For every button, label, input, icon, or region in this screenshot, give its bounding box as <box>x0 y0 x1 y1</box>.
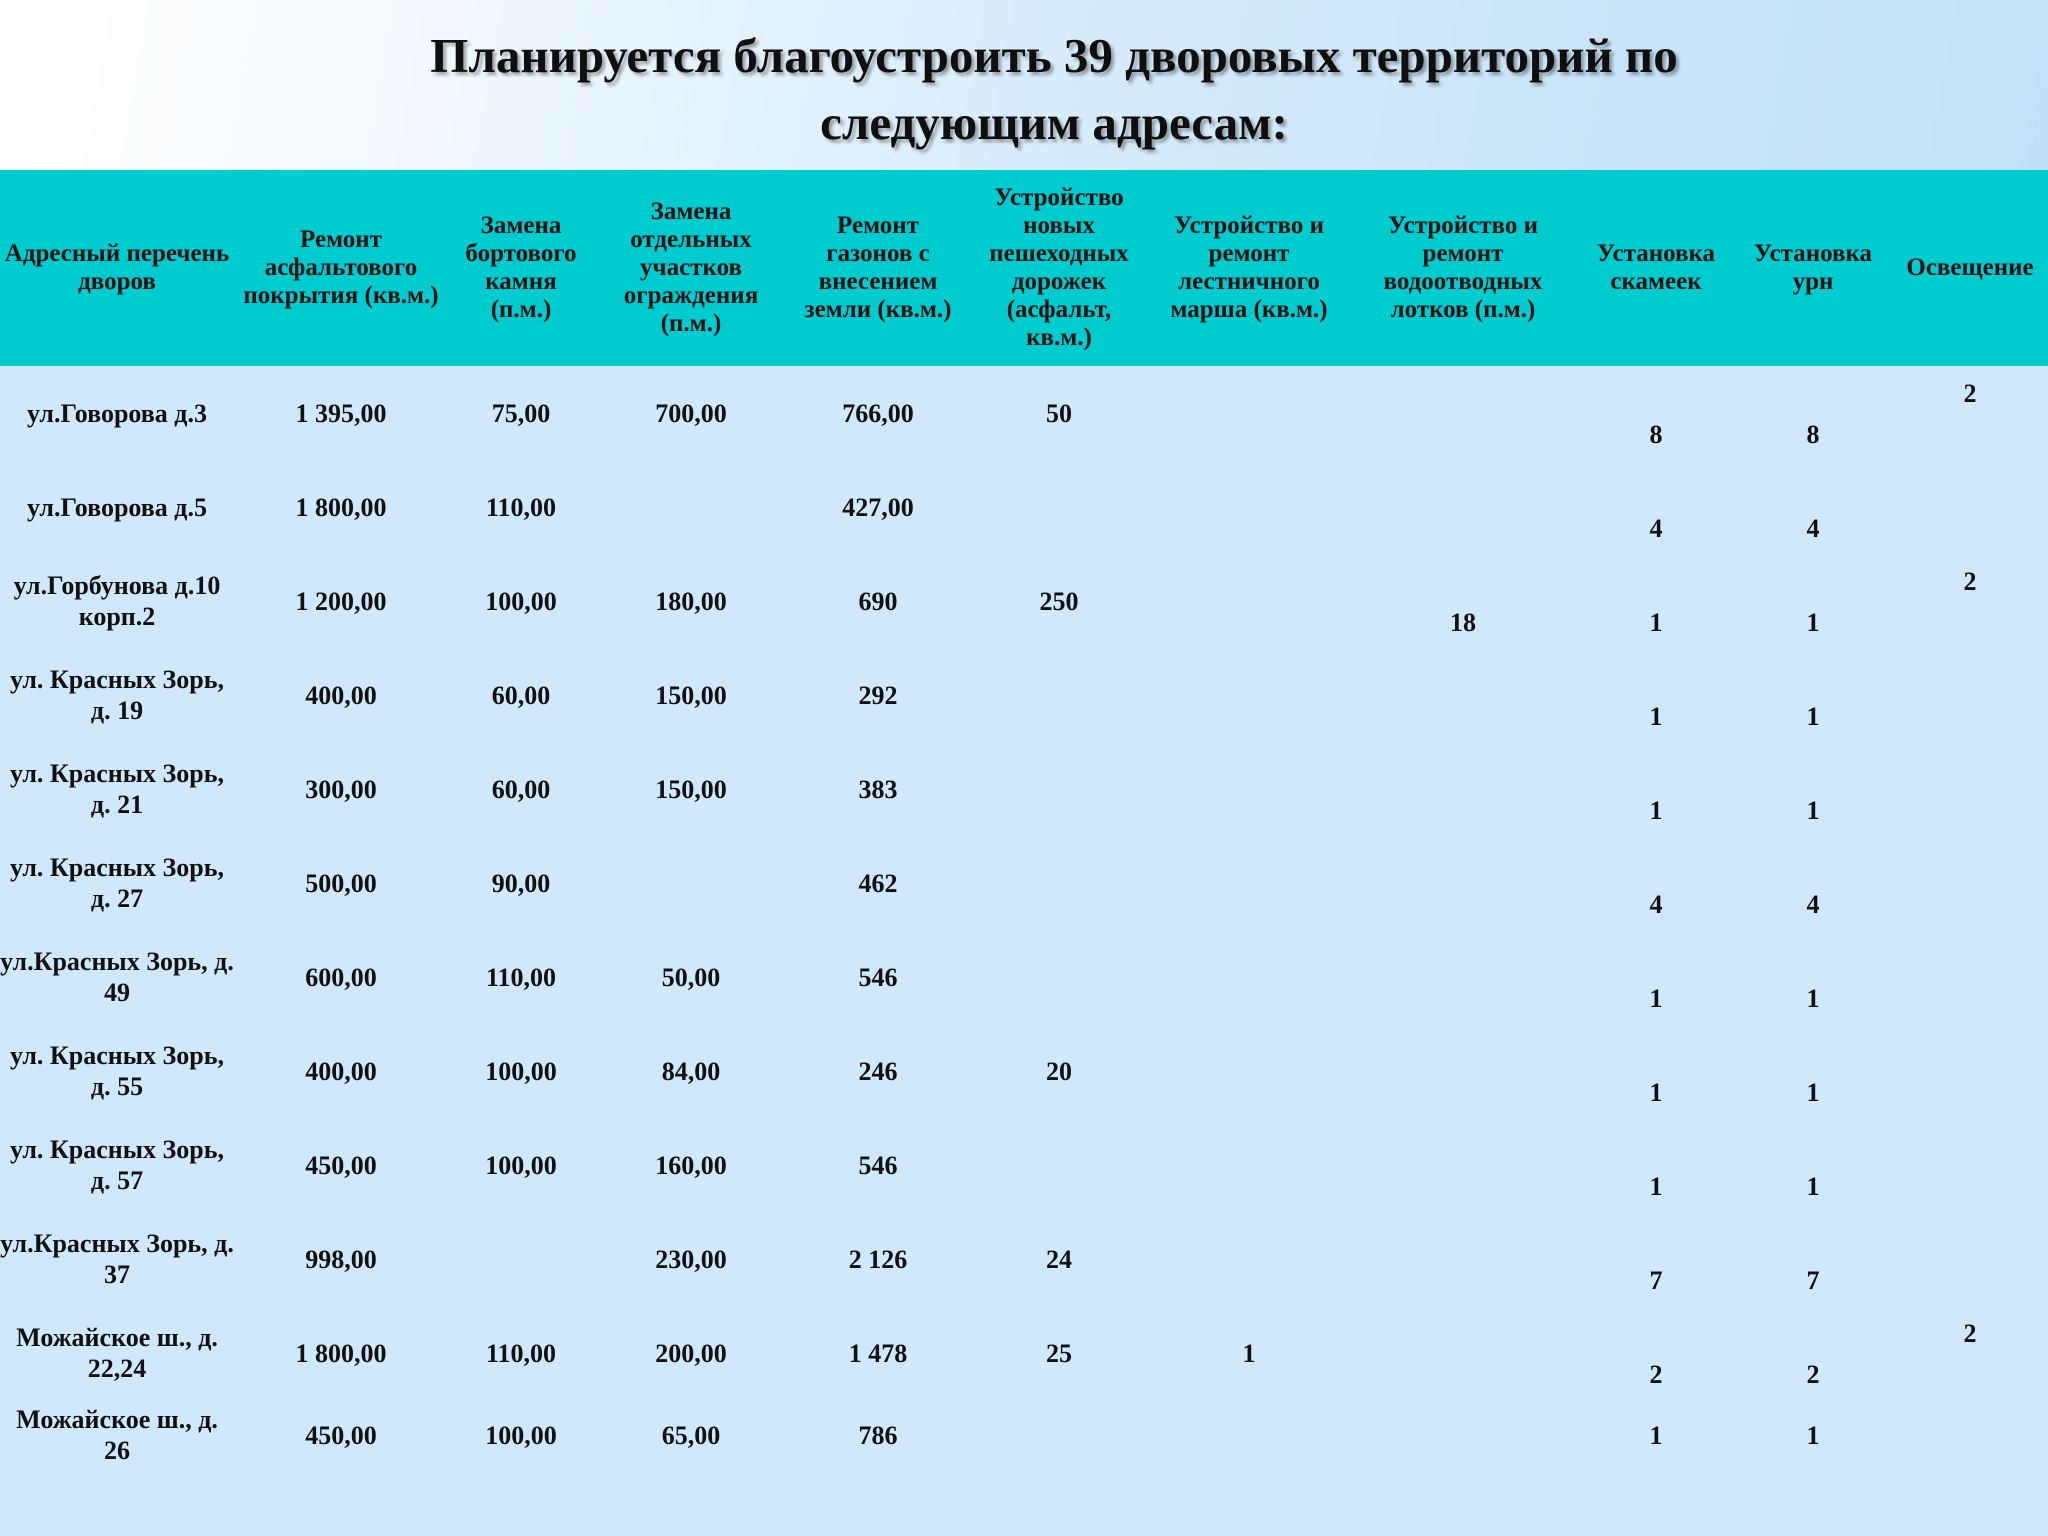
cell-paths <box>968 460 1150 554</box>
cell-bins: 4 <box>1806 889 1820 919</box>
cell-curb: 110,00 <box>485 1338 557 1368</box>
cell-lawn: 246 <box>858 1056 898 1086</box>
cell-address: ул.Красных Зорь, д. 49 <box>0 947 234 1007</box>
cell-paths: 20 <box>1046 1056 1072 1086</box>
table-row <box>0 836 2048 930</box>
cell-stairs <box>1150 1024 1348 1118</box>
improvement-table <box>0 170 2048 1470</box>
cell-lighting <box>1892 1024 2048 1118</box>
cell-lawn: 1 478 <box>848 1338 908 1368</box>
cell-paths <box>968 742 1150 836</box>
cell-curb: 100,00 <box>485 1420 557 1450</box>
cell-asphalt: 450,00 <box>305 1150 377 1180</box>
cell-lighting <box>1892 742 2048 836</box>
cell-curb: 100,00 <box>485 1150 557 1180</box>
cell-curb: 60,00 <box>491 774 551 804</box>
cell-curb: 110,00 <box>485 962 557 992</box>
improvement-table-container <box>0 170 2048 1536</box>
cell-address: Можайское ш., д. 26 <box>16 1405 218 1465</box>
cell-fence: 150,00 <box>655 774 727 804</box>
cell-lighting <box>1892 1118 2048 1212</box>
cell-lighting: 2 <box>1963 1319 1977 1348</box>
cell-drains <box>1348 930 1578 1024</box>
cell-fence: 230,00 <box>655 1244 727 1274</box>
cell-asphalt: 1 800,00 <box>295 1338 387 1368</box>
table-row <box>0 460 2048 554</box>
cell-address: ул.Говорова д.5 <box>27 492 207 522</box>
cell-lighting <box>1892 930 2048 1024</box>
cell-fence: 160,00 <box>655 1150 727 1180</box>
cell-stairs <box>1150 1400 1348 1470</box>
table-row <box>0 1118 2048 1212</box>
cell-drains <box>1348 1212 1578 1306</box>
cell-lawn: 462 <box>858 868 898 898</box>
cell-paths <box>968 1118 1150 1212</box>
cell-bins: 1 <box>1806 983 1820 1013</box>
cell-lawn: 766,00 <box>842 398 914 428</box>
table-row <box>0 1212 2048 1306</box>
cell-drains <box>1348 836 1578 930</box>
table-row <box>0 1306 2048 1400</box>
cell-asphalt: 500,00 <box>305 868 377 898</box>
cell-bins: 4 <box>1806 513 1820 543</box>
cell-benches: 1 <box>1649 1171 1663 1201</box>
cell-paths: 24 <box>1046 1244 1072 1274</box>
cell-asphalt: 998,00 <box>305 1244 377 1274</box>
cell-stairs <box>1150 554 1348 648</box>
cell-stairs <box>1150 930 1348 1024</box>
cell-curb <box>448 1212 594 1306</box>
col-header-address: Адресный перечень дворов <box>4 240 230 295</box>
cell-bins: 8 <box>1806 419 1820 449</box>
cell-drains <box>1348 1118 1578 1212</box>
cell-paths: 50 <box>1046 398 1072 428</box>
col-header-asphalt: Ремонт асфальтового покрытия (кв.м.) <box>243 226 439 309</box>
cell-fence <box>594 836 788 930</box>
cell-address: ул.Горбунова д.10 корп.2 <box>13 571 221 631</box>
table-body <box>0 366 2048 1470</box>
table-row <box>0 930 2048 1024</box>
cell-asphalt: 450,00 <box>305 1420 377 1450</box>
cell-bins: 1 <box>1806 1420 1820 1450</box>
cell-lighting: 2 <box>1963 567 1977 596</box>
cell-address: ул.Красных Зорь, д. 37 <box>0 1229 234 1289</box>
cell-stairs <box>1150 648 1348 742</box>
col-header-benches: Установка скамеек <box>1596 240 1716 295</box>
cell-stairs <box>1150 366 1348 460</box>
cell-lawn: 292 <box>858 680 898 710</box>
cell-asphalt: 1 200,00 <box>295 586 387 616</box>
cell-paths <box>968 836 1150 930</box>
cell-drains <box>1348 1024 1578 1118</box>
col-header-curb: Замена бортового камня (п.м.) <box>465 212 577 323</box>
cell-benches: 1 <box>1649 701 1663 731</box>
cell-paths <box>968 930 1150 1024</box>
cell-fence: 700,00 <box>655 398 727 428</box>
cell-curb: 75,00 <box>491 398 551 428</box>
cell-bins: 1 <box>1806 1077 1820 1107</box>
cell-lawn: 786 <box>858 1420 898 1450</box>
table-row <box>0 366 2048 460</box>
cell-benches: 1 <box>1649 983 1663 1013</box>
cell-benches: 7 <box>1649 1265 1663 1295</box>
col-header-lawn: Ремонт газонов с внесением земли (кв.м.) <box>804 212 952 323</box>
table-row <box>0 1024 2048 1118</box>
cell-stairs: 1 <box>1242 1338 1256 1368</box>
cell-lighting <box>1892 836 2048 930</box>
cell-asphalt: 1 395,00 <box>295 398 387 428</box>
cell-benches: 1 <box>1649 607 1663 637</box>
cell-bins: 1 <box>1806 701 1820 731</box>
cell-stairs <box>1150 1118 1348 1212</box>
cell-benches: 1 <box>1649 1077 1663 1107</box>
table-row <box>0 648 2048 742</box>
cell-address: ул. Красных Зорь, д. 21 <box>9 759 224 819</box>
cell-lawn: 2 126 <box>848 1244 908 1274</box>
cell-curb: 60,00 <box>491 680 551 710</box>
cell-stairs <box>1150 742 1348 836</box>
cell-benches: 8 <box>1649 419 1663 449</box>
col-header-lighting: Освещение <box>1906 254 2034 281</box>
cell-fence <box>594 460 788 554</box>
table-row <box>0 1400 2048 1470</box>
page-title-line-2: следующим адресам: <box>820 95 1288 150</box>
cell-bins: 1 <box>1806 1171 1820 1201</box>
col-header-bins: Установка урн <box>1753 240 1873 295</box>
cell-bins: 2 <box>1806 1359 1820 1389</box>
cell-bins: 1 <box>1806 607 1820 637</box>
cell-benches: 1 <box>1649 1420 1663 1450</box>
cell-benches: 4 <box>1649 513 1663 543</box>
page-title <box>0 22 2048 156</box>
cell-lighting <box>1892 1400 2048 1470</box>
cell-address: Можайское ш., д. 22,24 <box>16 1323 218 1383</box>
cell-bins: 7 <box>1806 1265 1820 1295</box>
cell-address: ул. Красных Зорь, д. 57 <box>9 1135 224 1195</box>
cell-lighting <box>1892 460 2048 554</box>
cell-benches: 1 <box>1649 795 1663 825</box>
page-title-line-1: Планируется благоустроить 39 дворовых территорий по <box>430 28 1678 83</box>
cell-stairs <box>1150 460 1348 554</box>
cell-lighting <box>1892 1212 2048 1306</box>
table-row <box>0 742 2048 836</box>
cell-address: ул.Говорова д.3 <box>27 398 207 428</box>
cell-stairs <box>1150 836 1348 930</box>
cell-asphalt: 1 800,00 <box>295 492 387 522</box>
cell-asphalt: 600,00 <box>305 962 377 992</box>
cell-lawn: 690 <box>858 586 898 616</box>
cell-fence: 200,00 <box>655 1338 727 1368</box>
cell-benches: 4 <box>1649 889 1663 919</box>
cell-address: ул. Красных Зорь, д. 27 <box>9 853 224 913</box>
cell-benches: 2 <box>1649 1359 1663 1389</box>
table-header-row <box>0 170 2048 366</box>
col-header-paths: Устройство новых пешеходных дорожек (асфальт, кв.м.) <box>989 184 1129 351</box>
cell-drains <box>1348 648 1578 742</box>
cell-address: ул. Красных Зорь, д. 55 <box>9 1041 224 1101</box>
cell-curb: 110,00 <box>485 492 557 522</box>
cell-curb: 100,00 <box>485 1056 557 1086</box>
cell-stairs <box>1150 1212 1348 1306</box>
cell-lawn: 427,00 <box>842 492 914 522</box>
col-header-stairs: Устройство и ремонт лестничного марша (кв.м.) <box>1170 212 1328 323</box>
cell-asphalt: 400,00 <box>305 680 377 710</box>
cell-paths <box>968 648 1150 742</box>
col-header-fence: Замена отдельных участков ограждения (п.м.) <box>623 198 759 337</box>
cell-lighting <box>1892 648 2048 742</box>
cell-bins: 1 <box>1806 795 1820 825</box>
cell-fence: 180,00 <box>655 586 727 616</box>
cell-curb: 100,00 <box>485 586 557 616</box>
cell-lawn: 546 <box>858 1150 898 1180</box>
cell-lighting: 2 <box>1963 379 1977 408</box>
table-row <box>0 554 2048 648</box>
cell-curb: 90,00 <box>491 868 551 898</box>
cell-fence: 50,00 <box>661 962 721 992</box>
cell-drains <box>1348 366 1578 460</box>
cell-fence: 150,00 <box>655 680 727 710</box>
cell-drains <box>1348 1400 1578 1470</box>
cell-lawn: 383 <box>858 774 898 804</box>
cell-drains <box>1348 742 1578 836</box>
col-header-drains: Устройство и ремонт водоотводных лотков (п.м.) <box>1383 212 1543 323</box>
cell-asphalt: 300,00 <box>305 774 377 804</box>
cell-fence: 65,00 <box>661 1420 721 1450</box>
cell-drains: 18 <box>1450 607 1476 637</box>
cell-paths: 25 <box>1046 1338 1072 1368</box>
cell-asphalt: 400,00 <box>305 1056 377 1086</box>
cell-paths <box>968 1400 1150 1470</box>
cell-lawn: 546 <box>858 962 898 992</box>
cell-fence: 84,00 <box>661 1056 721 1086</box>
cell-address: ул. Красных Зорь, д. 19 <box>9 665 224 725</box>
cell-drains <box>1348 1306 1578 1400</box>
cell-paths: 250 <box>1039 586 1079 616</box>
cell-drains <box>1348 460 1578 554</box>
